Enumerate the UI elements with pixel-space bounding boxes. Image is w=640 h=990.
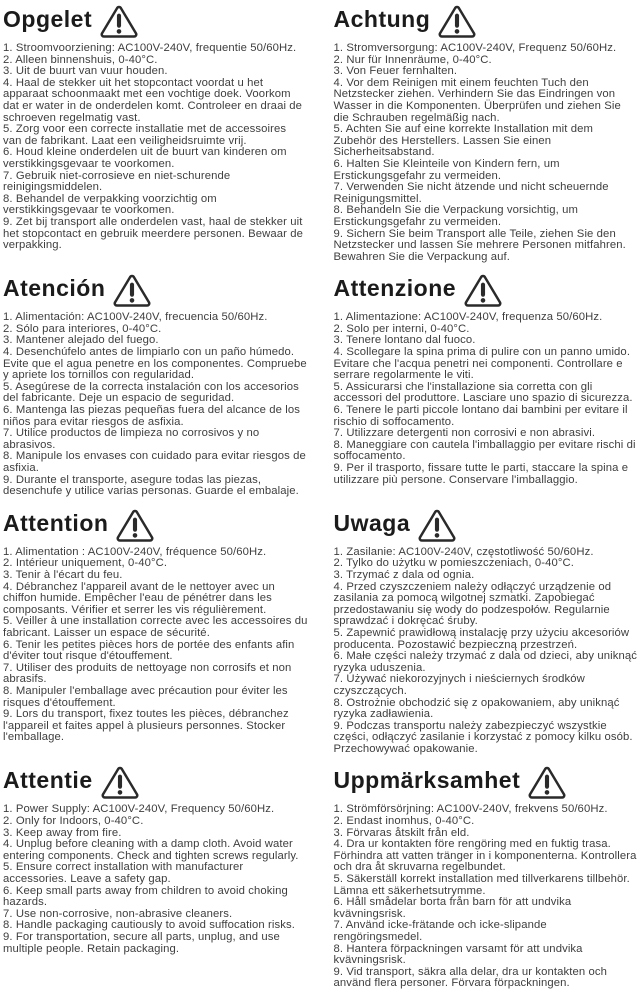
section-header: [334, 4, 639, 38]
instruction-item: 9. Lors du transport, fixez toutes les pièces, débranchez l'appareil et faites appel à plusieurs personnes. Stocker l'emballage.: [3, 708, 289, 744]
instruction-item: 7. Utiliser des produits de nettoyage non corrosifs et non abrasifs.: [3, 661, 292, 686]
section-header: [334, 508, 639, 542]
instruction-item: 5. Ensure correct installation with manufacturer accessories. Leave a safety gap.: [3, 861, 244, 886]
warning-triangle-icon: [463, 274, 503, 307]
instruction-list: [3, 804, 308, 955]
section-heading: Achtung: [333, 6, 431, 32]
instruction-item: 4. Unplug before cleaning with a damp cloth. Avoid water entering components. Check and tighten screws regularly.: [3, 838, 299, 862]
section-header: [3, 508, 308, 542]
instruction-item: 4. Scollegare la spina prima di pulire con un panno umido. Evitare che l'acqua penetri nei componenti. Controllare e serrare regolarmente le viti.: [333, 346, 631, 382]
instruction-item: 7. Verwenden Sie nicht ätzende und nicht scheuernde Reinigungsmittel.: [333, 181, 609, 205]
instruction-item: 8. Maneggiare con cautela l'imballaggio per evitare rischi di soffocamento.: [333, 438, 636, 463]
instruction-list: [334, 312, 639, 486]
instruction-item: 9. Sichern Sie beim Transport alle Teile, ziehen Sie den Netzstecker und lassen Sie mehrere Personen mitfahren. Bewahren Sie die Verpackung auf.: [333, 227, 626, 263]
instruction-item: 9. Per il trasporto, fissare tutte le parti, staccare la spina e utilizzare più persone. Conservare l'imballaggio.: [333, 462, 629, 486]
warning-triangle-icon: [417, 509, 457, 542]
instruction-item: 5. Veiller à une installation correcte avec les accessoires du fabricant. Laisser un espace de sécurité.: [3, 615, 308, 639]
section-heading: Atención: [3, 275, 106, 302]
instruction-item: 4. Haal de stekker uit het stopcontact voordat u het apparaat schoonmaakt met een vochtige doek. Voorkom dat er water in de onderdelen komt. Controleer en draai de schroeven regelmatig vast.: [3, 76, 303, 124]
instruction-item: 3. Tenere lontano dal fuoco.: [333, 334, 476, 347]
warning-triangle-icon: [527, 766, 567, 799]
instruction-item: 7. Använd icke-frätande och icke-slipande rengöringsmedel.: [333, 919, 547, 943]
instruction-item: 2. Sólo para interiores, 0-40°C.: [3, 322, 162, 335]
instruction-item: 6. Håll smådelar borta från barn för att undvika kvävningsrisk.: [333, 896, 572, 920]
instruction-item: 3. Keep away from fire.: [3, 826, 122, 839]
section-achtung: [334, 4, 639, 263]
section-header: [334, 765, 639, 799]
instruction-item: 3. Trzymać z dala od ognia.: [333, 568, 475, 581]
instruction-item: 7. Utilice productos de limpieza no corrosivos y no abrasivos.: [3, 427, 260, 451]
instruction-item: 6. Houd kleine onderdelen uit de buurt van kinderen om verstikkingsgevaar te voorkomen.: [3, 146, 287, 170]
instruction-item: 1. Stromversorgung: AC100V-240V, Frequenz 50/60Hz.: [333, 42, 617, 54]
section-uwaga: [334, 508, 639, 756]
section-attention: [3, 508, 308, 756]
instruction-item: 8. Hantera förpackningen varsamt för att undvika kvävningsrisk.: [333, 942, 583, 967]
instruction-item: 8. Manipule los envases con cuidado para evitar riesgos de asfixia.: [3, 450, 306, 474]
instruction-item: 9. Vid transport, säkra alla delar, dra ur kontakten och använd flera personer. Förvara förpackningen.: [333, 965, 608, 990]
section-heading: Attenzione: [333, 275, 457, 302]
instruction-item: 7. Utilizzare detergenti non corrosivi e non abrasivi.: [333, 427, 596, 440]
instruction-item: 6. Tenere le parti piccole lontano dai bambini per evitare il rischio di soffocamento.: [333, 404, 628, 428]
instruction-list: [3, 312, 308, 498]
instruction-item: 5. Asegúrese de la correcta instalación con los accesorios del fabricante. Deje un espacio de seguridad.: [3, 380, 299, 405]
instruction-item: 7. Use non-corrosive, non-abrasive cleaners.: [3, 907, 233, 920]
instruction-item: 4. Desenchúfelo antes de limpiarlo con un paño húmedo. Evite que el agua penetre en los componentes. Compruebe y apriete los tornillos con regularidad.: [3, 346, 307, 382]
instruction-item: 1. Zasilanie: AC100V-240V, częstotliwość 50/60Hz.: [333, 545, 594, 558]
section-opgelet: [3, 4, 308, 263]
instruction-item: 6. Halten Sie Kleinteile von Kindern fern, um Erstickungsgefahr zu vermeiden.: [333, 157, 560, 182]
instruction-item: 8. Behandel de verpakking voorzichtig om verstikkingsgevaar te voorkomen.: [3, 192, 217, 217]
instruction-item: 9. For transportation, secure all parts, unplug, and use multiple people. Retain packaging.: [3, 931, 280, 955]
instruction-item: 8. Manipuler l'emballage avec précaution pour éviter les risques d'étouffement.: [3, 684, 288, 709]
instruction-item: 1. Alimentazione: AC100V-240V, frequenza 50/60Hz.: [333, 311, 603, 324]
instruction-item: 5. Achten Sie auf eine korrekte Installation mit dem Zubehör des Herstellers. Lassen Sie einen Sicherheitsabstand.: [333, 123, 594, 159]
instruction-item: 4. Przed czyszczeniem należy odłączyć urządzenie od zasilania za pomocą wilgotnej szmatki. Zapobiegać przedostawaniu się wody do podzespołów. Regularnie sprawdzać i dokręcać śruby.: [333, 580, 612, 628]
section-header: [334, 273, 639, 307]
instruction-list: [334, 804, 639, 990]
instruction-item: 2. Nur für Innenräume, 0-40°C.: [333, 53, 492, 66]
instruction-item: 4. Débranchez l'appareil avant de le nettoyer avec un chiffon humide. Empêcher l'eau de pénétrer dans les composants. Vérifier et serrer les vis régulièrement.: [3, 580, 275, 616]
instruction-item: 1. Alimentación: AC100V-240V, frecuencia 50/60Hz.: [3, 311, 268, 324]
instruction-list: [334, 547, 639, 756]
instruction-item: 2. Solo per interni, 0-40°C.: [333, 322, 470, 335]
instruction-item: 9. Durante el transporte, asegure todas las piezas, desenchufe y utilice varias personas. Guarde el embalaje.: [3, 473, 299, 498]
instruction-item: 7. Używać niekorozyjnych i nieściernych środków czyszczących.: [333, 673, 585, 697]
instruction-item: 5. Zorg voor een correcte installatie met de accessoires van de fabrikant. Laat een veiligheidsruimte vrij.: [3, 123, 287, 147]
warning-triangle-icon: [437, 5, 477, 38]
section-header: [3, 4, 308, 38]
instruction-item: 9. Zet bij transport alle onderdelen vast, haal de stekker uit het stopcontact en gebruik meerdere personen. Bewaar de verpakking.: [3, 215, 304, 252]
instruction-item: 4. Vor dem Reinigen mit einem feuchten Tuch den Netzstecker ziehen. Verhindern Sie das Eindringen von Wasser in die Komponenten. Überprüfen und ziehen Sie die Schrauben regelmäßig nach.: [333, 76, 621, 124]
warning-triangle-icon: [112, 274, 152, 307]
instruction-item: 7. Gebruik niet-corrosieve en niet-schurende reinigingsmiddelen.: [3, 169, 231, 194]
section-heading: Attentie: [3, 767, 93, 794]
instruction-item: 8. Behandeln Sie die Verpackung vorsichtig, um Erstickungsgefahr zu vermeiden.: [333, 204, 578, 228]
instruction-item: 9. Podczas transportu należy zabezpieczyć wszystkie części, odłączyć zasilanie i korzystać z pomocy kilku osób. Przechowywać opakowanie.: [333, 719, 633, 755]
instruction-item: 2. Intérieur uniquement, 0-40°C.: [3, 557, 168, 570]
instruction-item: 1. Alimentation : AC100V-240V, fréquence 50/60Hz.: [3, 545, 267, 558]
instruction-list: [334, 43, 639, 263]
instruction-list: [3, 43, 308, 252]
warning-triangle-icon: [115, 509, 155, 542]
instruction-item: 2. Only for Indoors, 0-40°C.: [3, 815, 144, 828]
instruction-item: 3. Von Feuer fernhalten.: [333, 65, 458, 78]
section-header: [3, 765, 308, 799]
section-header: [3, 273, 308, 307]
instruction-item: 5. Säkerställ korrekt installation med tillverkarens tillbehör. Lämna ett säkerhetsutrymme.: [333, 873, 630, 897]
instruction-item: 3. Uit de buurt van vuur houden.: [3, 65, 168, 78]
instruction-item: 6. Mantenga las piezas pequeñas fuera del alcance de los niños para evitar riesgos de asfixia.: [3, 404, 301, 428]
instruction-item: 1. Strömförsörjning: AC100V-240V, frekvens 50/60Hz.: [333, 803, 608, 816]
instruction-item: 2. Endast inomhus, 0-40°C.: [333, 815, 475, 828]
section-heading: Uppmärksamhet: [333, 767, 521, 794]
warning-triangle-icon: [100, 766, 140, 799]
instruction-item: 5. Assicurarsi che l'installazione sia corretta con gli accessori del produttore. Lasciare uno spazio di sicurezza.: [333, 380, 633, 405]
instruction-item: 1. Power Supply: AC100V-240V, Frequency 50/60Hz.: [3, 803, 275, 816]
instruction-item: 3. Förvaras åtskilt från eld.: [333, 826, 470, 839]
instruction-item: 2. Alleen binnenshuis, 0-40°C.: [3, 53, 158, 66]
section-heading: Opgelet: [3, 6, 93, 32]
section-attentie: [3, 765, 308, 990]
section-uppmarksamhet: [334, 765, 639, 990]
instruction-item: 6. Tenir les petites pièces hors de portée des enfants afin d'éviter tout risque d'étouffement.: [3, 638, 295, 663]
instruction-item: 3. Mantener alejado del fuego.: [3, 334, 159, 347]
instruction-item: 2. Tylko do użytku w pomieszczeniach, 0-40°C.: [333, 557, 575, 570]
instruction-item: 5. Zapewnić prawidłową instalację przy użyciu akcesoriów producenta. Pozostawić bezpieczną przestrzeń.: [333, 626, 630, 651]
instruction-item: 4. Dra ur kontakten före rengöring med en fuktig trasa. Förhindra att vatten tränger in i komponenterna. Kontrollera och dra åt skruvarna regelbundet.: [333, 838, 637, 874]
warning-triangle-icon: [99, 5, 139, 38]
instruction-item: 6. Keep small parts away from children to avoid choking hazards.: [3, 884, 288, 909]
instruction-item: 6. Małe części należy trzymać z dala od dzieci, aby uniknąć ryzyka uduszenia.: [333, 650, 638, 674]
section-heading: Attention: [3, 509, 109, 536]
section-heading: Uwaga: [333, 509, 411, 536]
instruction-item: 3. Tenir à l'écart du feu.: [3, 568, 123, 581]
section-atencion: [3, 273, 308, 498]
section-attenzione: [334, 273, 639, 498]
instruction-item: 8. Handle packaging cautiously to avoid suffocation risks.: [3, 919, 295, 932]
instruction-item: 1. Stroomvoorziening: AC100V-240V, frequentie 50/60Hz.: [3, 42, 297, 54]
instruction-list: [3, 547, 308, 744]
instruction-item: 8. Ostrożnie obchodzić się z opakowaniem, aby uniknąć ryzyka zadławienia.: [333, 696, 620, 721]
